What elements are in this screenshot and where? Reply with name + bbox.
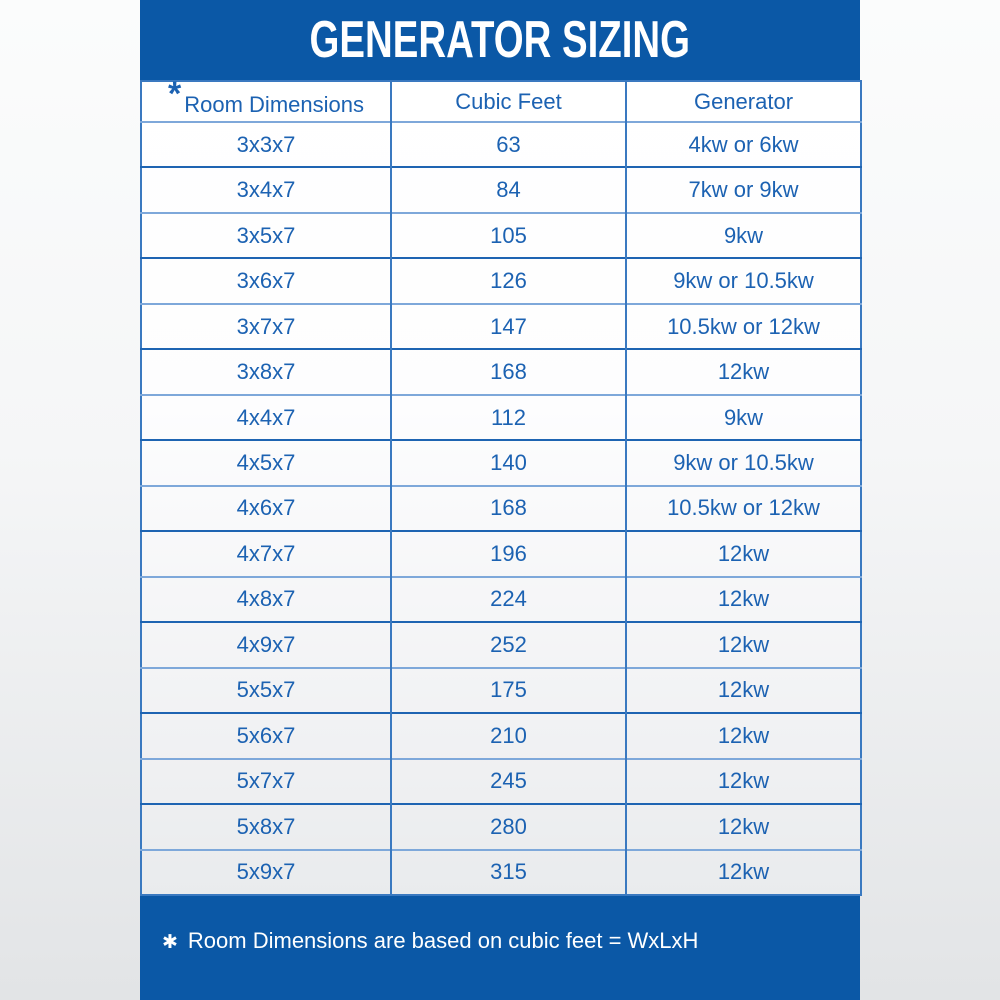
cell-generator: 4kw or 6kw bbox=[626, 122, 861, 167]
asterisk-mark: * bbox=[168, 75, 182, 113]
cell-generator: 12kw bbox=[626, 577, 861, 622]
table-row bbox=[141, 167, 861, 212]
table-row bbox=[141, 213, 861, 258]
table-row bbox=[141, 577, 861, 622]
cell-room-dimensions: 3x3x7 bbox=[141, 122, 391, 167]
cell-room-dimensions: 4x7x7 bbox=[141, 531, 391, 576]
cell-generator: 12kw bbox=[626, 850, 861, 896]
header-room-dimensions bbox=[141, 75, 391, 122]
cell-cubic-feet: 63 bbox=[391, 122, 626, 167]
cell-cubic-feet: 147 bbox=[391, 304, 626, 349]
title-bar bbox=[140, 0, 860, 80]
header-generator: Generator bbox=[626, 81, 861, 122]
footnote-asterisk-icon: ✱ bbox=[162, 931, 178, 953]
cell-cubic-feet: 175 bbox=[391, 668, 626, 713]
table-row bbox=[141, 122, 861, 167]
blue-panel bbox=[140, 0, 860, 1000]
cell-cubic-feet: 126 bbox=[391, 258, 626, 303]
cell-generator: 9kw bbox=[626, 213, 861, 258]
cell-room-dimensions: 5x8x7 bbox=[141, 804, 391, 849]
footnote-text: Room Dimensions are based on cubic feet = WxLxH bbox=[187, 928, 699, 953]
cell-room-dimensions: 5x5x7 bbox=[141, 668, 391, 713]
cell-generator: 7kw or 9kw bbox=[626, 167, 861, 212]
page-title: GENERATOR SIZING bbox=[309, 11, 691, 69]
generator-sizing-table bbox=[140, 75, 862, 896]
cell-cubic-feet: 168 bbox=[391, 349, 626, 394]
table-row bbox=[141, 713, 861, 758]
header-room-label: Room Dimensions bbox=[184, 92, 364, 117]
cell-cubic-feet: 245 bbox=[391, 759, 626, 804]
table-row bbox=[141, 486, 861, 531]
cell-generator: 12kw bbox=[626, 349, 861, 394]
cell-room-dimensions: 4x9x7 bbox=[141, 622, 391, 667]
cell-room-dimensions: 4x4x7 bbox=[141, 395, 391, 440]
cell-generator: 9kw bbox=[626, 395, 861, 440]
table-row bbox=[141, 349, 861, 394]
table-row bbox=[141, 258, 861, 303]
table-row bbox=[141, 304, 861, 349]
cell-cubic-feet: 84 bbox=[391, 167, 626, 212]
cell-room-dimensions: 3x4x7 bbox=[141, 167, 391, 212]
cell-generator: 10.5kw or 12kw bbox=[626, 486, 861, 531]
cell-room-dimensions: 3x5x7 bbox=[141, 213, 391, 258]
cell-cubic-feet: 105 bbox=[391, 213, 626, 258]
table-row bbox=[141, 804, 861, 849]
cell-cubic-feet: 112 bbox=[391, 395, 626, 440]
cell-cubic-feet: 196 bbox=[391, 531, 626, 576]
cell-generator: 12kw bbox=[626, 668, 861, 713]
table-body bbox=[141, 122, 861, 895]
table-row bbox=[141, 850, 861, 896]
cell-room-dimensions: 5x9x7 bbox=[141, 850, 391, 896]
cell-cubic-feet: 224 bbox=[391, 577, 626, 622]
cell-room-dimensions: 5x6x7 bbox=[141, 713, 391, 758]
table-row bbox=[141, 531, 861, 576]
cell-generator: 9kw or 10.5kw bbox=[626, 440, 861, 485]
table-row bbox=[141, 440, 861, 485]
cell-generator: 12kw bbox=[626, 622, 861, 667]
table-row bbox=[141, 759, 861, 804]
cell-cubic-feet: 168 bbox=[391, 486, 626, 531]
cell-cubic-feet: 210 bbox=[391, 713, 626, 758]
cell-generator: 9kw or 10.5kw bbox=[626, 258, 861, 303]
cell-generator: 12kw bbox=[626, 804, 861, 849]
cell-generator: 10.5kw or 12kw bbox=[626, 304, 861, 349]
cell-room-dimensions: 4x6x7 bbox=[141, 486, 391, 531]
footnote bbox=[140, 896, 860, 1000]
cell-cubic-feet: 315 bbox=[391, 850, 626, 896]
header-cubic-feet: Cubic Feet bbox=[391, 81, 626, 122]
table-row bbox=[141, 622, 861, 667]
cell-cubic-feet: 252 bbox=[391, 622, 626, 667]
cell-room-dimensions: 4x8x7 bbox=[141, 577, 391, 622]
cell-cubic-feet: 280 bbox=[391, 804, 626, 849]
cell-generator: 12kw bbox=[626, 713, 861, 758]
cell-room-dimensions: 3x8x7 bbox=[141, 349, 391, 394]
cell-room-dimensions: 5x7x7 bbox=[141, 759, 391, 804]
cell-generator: 12kw bbox=[626, 531, 861, 576]
cell-room-dimensions: 4x5x7 bbox=[141, 440, 391, 485]
cell-cubic-feet: 140 bbox=[391, 440, 626, 485]
table-row bbox=[141, 668, 861, 713]
table-header-row bbox=[141, 81, 861, 122]
cell-room-dimensions: 3x6x7 bbox=[141, 258, 391, 303]
cell-generator: 12kw bbox=[626, 759, 861, 804]
cell-room-dimensions: 3x7x7 bbox=[141, 304, 391, 349]
table-row bbox=[141, 395, 861, 440]
